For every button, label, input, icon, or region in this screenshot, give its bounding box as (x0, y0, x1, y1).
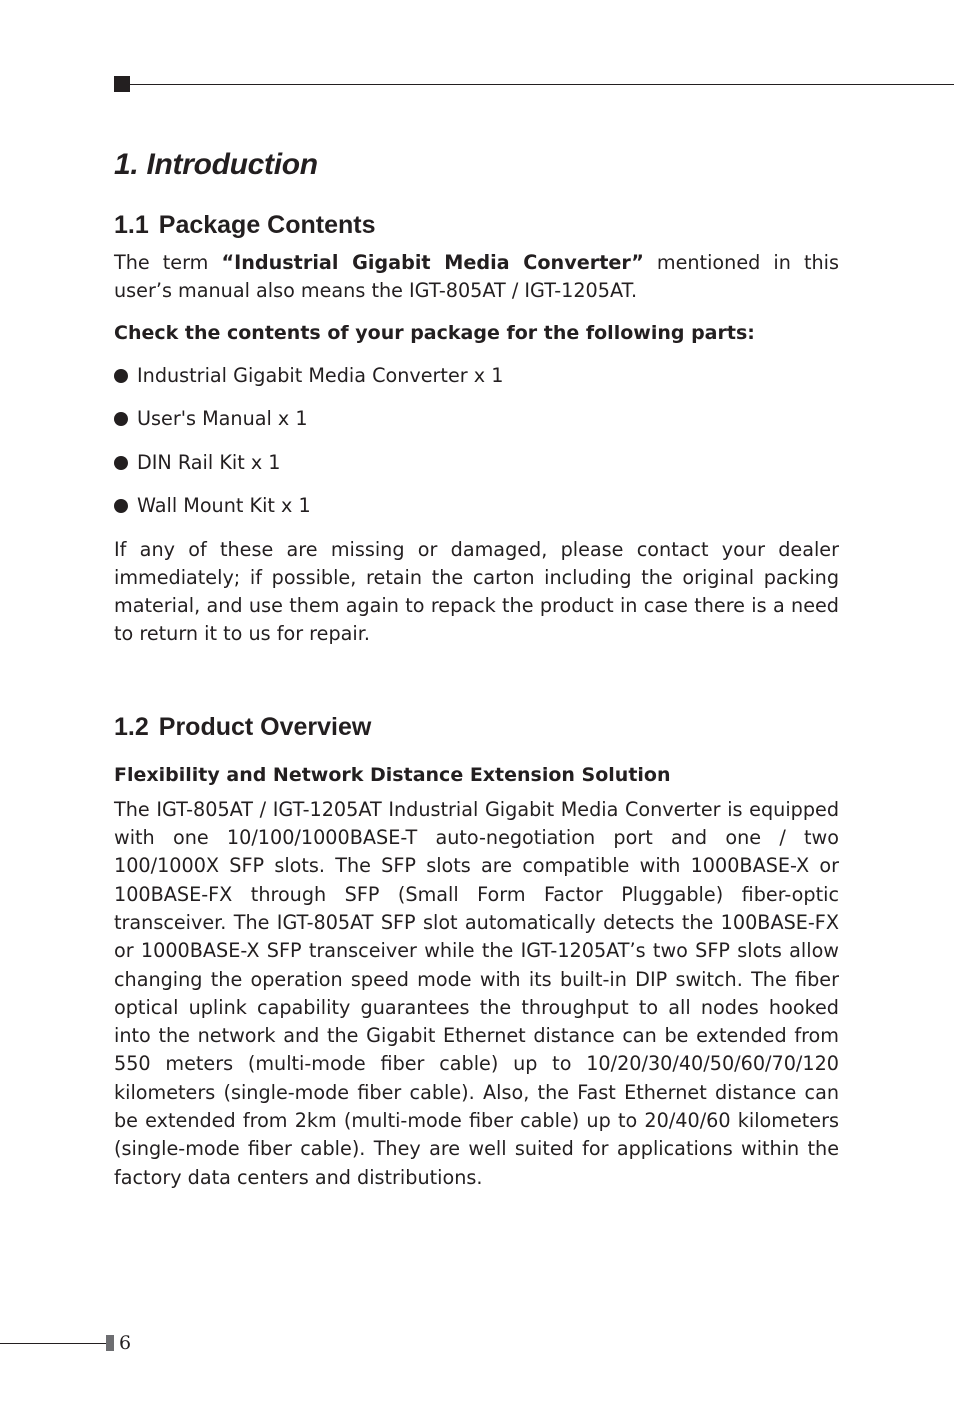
notice-paragraph: If any of these are missing or damaged, please contact your dealer immediately; if possible, retain the carton including the original packing material, and use them again to repack the product in case there is a need to return it to us for repair. (114, 537, 839, 646)
section-heading-product-overview (114, 710, 839, 744)
list-item (114, 405, 839, 433)
check-contents-heading: Check the contents of your package for the following parts: (114, 321, 755, 344)
header-rule (130, 84, 954, 85)
section-heading-package-contents (114, 208, 839, 242)
section-number: 1.1 (114, 211, 149, 239)
footer-square-marker (106, 1335, 114, 1351)
section-title: Product Overview (158, 712, 372, 741)
package-parts-list (114, 362, 839, 521)
footer-rule (0, 1343, 108, 1344)
section-number: 1.2 (114, 712, 149, 741)
list-item (114, 362, 839, 390)
overview-paragraph: The IGT-805AT / IGT-1205AT Industrial Gigabit Media Converter is equipped with one 10/100/1000BASE-T auto-negotiation port and one / two 100/1000X SFP slots. The SFP slots are compatible with 1000BASE-X or 100BASE-FX through SFP (Small Form Factor Pluggable) fiber-optic transceiver. The IGT-805AT SFP slot automatically detects the 100BASE-FX or 1000BASE-X SFP transceiver while the IGT-1205AT’s two SFP slots allow changing the operation speed mode with its built-in DIP switch. The fiber optical uplink capability guarantees the throughput to all nodes hooked into the network and the Gigabit Ethernet distance can be extended from 550 meters (multi-mode fiber cable) up to 10/20/30/40/50/60/70/120 kilometers (single-mode fiber cable). Also, the Fast Ethernet distance can be extended from 2km (multi-mode fiber cable) up to 20/40/60 kilometers (single-mode fiber cable). They are well suited for applications within the factory data centers and distributions. (114, 797, 839, 1189)
intro-paragraph (114, 249, 839, 306)
page-number: 6 (119, 1332, 132, 1354)
intro-term: “Industrial Gigabit Media Converter” (221, 251, 644, 274)
bullet-icon (114, 369, 128, 383)
list-item (114, 492, 839, 520)
overview-subheading: Flexibility and Network Distance Extension Solution (114, 763, 671, 786)
chapter-title: 1. Introduction (114, 148, 318, 181)
intro-prefix: The term (114, 251, 222, 274)
list-item (114, 449, 839, 477)
list-item-label: Industrial Gigabit Media Converter x 1 (137, 363, 504, 387)
list-item-label: Wall Mount Kit x 1 (137, 494, 311, 518)
list-item-label: DIN Rail Kit x 1 (137, 450, 281, 474)
section-title: Package Contents (158, 211, 376, 239)
list-item-label: User's Manual x 1 (137, 407, 308, 431)
bullet-icon (114, 412, 128, 426)
header-square-marker (114, 76, 130, 92)
bullet-icon (114, 499, 128, 513)
page-content (114, 140, 839, 1192)
bullet-icon (114, 456, 128, 470)
intro-suffix: mentioned in this user’s manual also means the IGT-805AT / IGT-1205AT. (114, 251, 839, 303)
